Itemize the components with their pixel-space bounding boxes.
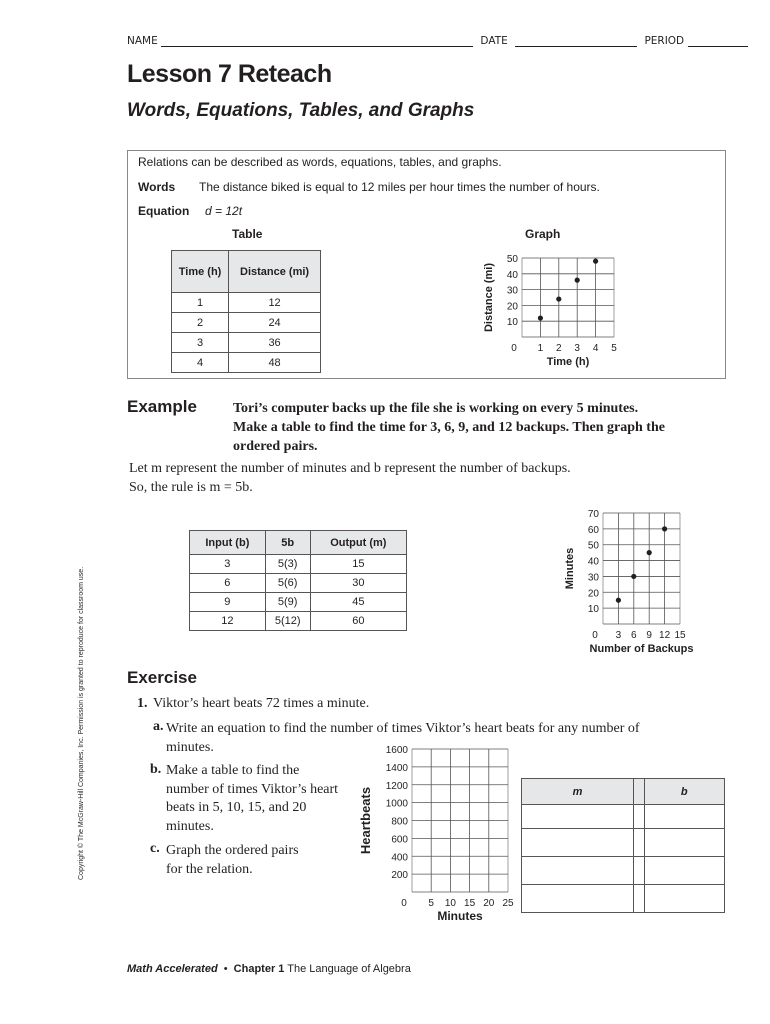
page-subtitle: Words, Equations, Tables, and Graphs — [127, 100, 475, 121]
cell: 5(12) — [265, 612, 310, 631]
x-tick-label: 15 — [464, 898, 476, 909]
y-tick-label: 50 — [506, 254, 518, 265]
answer-cell[interactable] — [634, 829, 644, 857]
x-tick-label: 3 — [615, 630, 622, 641]
y-tick-label: 30 — [587, 572, 599, 584]
data-point — [616, 598, 621, 603]
example-line1: Let m represent the number of minutes and b represent the number of backups. — [129, 461, 571, 476]
page-title: Lesson 7 Reteach — [127, 60, 332, 88]
x-tick-label: 0 — [592, 630, 598, 641]
intro-text: Relations can be described as words, equations, tables, and graphs. — [138, 155, 502, 169]
table-row — [190, 612, 407, 631]
header-blank — [634, 779, 644, 805]
example-label: Example — [127, 397, 197, 416]
y-tick-label: 50 — [587, 540, 599, 552]
cell: 48 — [229, 353, 321, 373]
x-tick-label: 3 — [574, 343, 580, 354]
y-tick-label: 600 — [391, 834, 408, 846]
cell: 2 — [172, 313, 229, 333]
cell: 15 — [310, 555, 406, 574]
x-tick-label: 20 — [483, 898, 495, 909]
answer-cell[interactable] — [522, 805, 634, 829]
x-axis-label: Minutes — [437, 909, 483, 923]
table-row — [190, 593, 407, 612]
backup-table — [189, 530, 407, 631]
y-tick-label: 10 — [587, 604, 599, 616]
header-m: m — [522, 779, 634, 805]
footer-book: Math Accelerated — [127, 963, 218, 975]
header-time: Time (h) — [172, 251, 229, 293]
qc-letter: c. — [150, 841, 160, 856]
cell: 36 — [229, 333, 321, 353]
y-tick-label: 800 — [391, 816, 408, 828]
cell: 6 — [190, 574, 266, 593]
answer-cell[interactable] — [522, 829, 634, 857]
y-tick-label: 10 — [506, 317, 518, 329]
table-title: Table — [232, 227, 263, 241]
table-row — [522, 805, 725, 829]
y-tick-label: 200 — [391, 870, 408, 882]
table-row — [522, 885, 725, 913]
cell: 4 — [172, 353, 229, 373]
y-tick-label: 400 — [391, 852, 408, 864]
graph-title: Graph — [525, 227, 561, 241]
answer-cell[interactable] — [644, 857, 724, 885]
words-label: Words — [138, 180, 176, 194]
x-tick-label: 4 — [592, 343, 599, 354]
answer-cell[interactable] — [634, 885, 644, 913]
table-row — [522, 857, 725, 885]
y-tick-label: 30 — [506, 285, 518, 297]
table-row — [190, 555, 407, 574]
cell: 3 — [190, 555, 266, 574]
x-axis-label: Number of Backups — [589, 643, 694, 655]
period-label: PERIOD — [644, 35, 685, 47]
words-text: The distance biked is equal to 12 miles per hour times the number of hours. — [199, 180, 600, 194]
cell: 9 — [190, 593, 266, 612]
answer-cell[interactable] — [634, 857, 644, 885]
qa-letter: a. — [153, 719, 164, 734]
cell: 3 — [172, 333, 229, 353]
exercise-label: Exercise — [127, 668, 197, 687]
y-tick-label: 40 — [506, 269, 518, 281]
y-tick-label: 20 — [587, 588, 599, 600]
data-point — [538, 315, 543, 320]
cell: 45 — [310, 593, 406, 612]
cell: 24 — [229, 313, 321, 333]
equation-text: d = 12t — [205, 204, 243, 218]
header-b: b — [644, 779, 724, 805]
header-distance: Distance (mi) — [229, 251, 321, 293]
cell: 12 — [190, 612, 266, 631]
q1-number: 1. — [137, 696, 148, 711]
table-row — [522, 829, 725, 857]
y-axis-label: Distance (mi) — [483, 262, 495, 333]
x-tick-label: 5 — [428, 898, 434, 909]
cell: 60 — [310, 612, 406, 631]
qb-letter: b. — [150, 762, 162, 777]
copyright-notice: Copyright © The McGraw-Hill Companies, Inc. Permission is granted to reproduce for classroom use. — [78, 566, 85, 880]
y-axis-label: Minutes — [564, 547, 576, 590]
y-tick-label: 1000 — [385, 798, 408, 810]
answer-cell[interactable] — [522, 857, 634, 885]
q1-text: Viktor’s heart beats 72 times a minute. — [153, 696, 370, 711]
data-point — [556, 296, 561, 301]
y-axis-label: Heartbeats — [358, 786, 373, 855]
x-tick-label: 9 — [646, 630, 652, 641]
answer-cell[interactable] — [634, 805, 644, 829]
x-tick-label: 15 — [674, 630, 686, 641]
table-row — [190, 574, 407, 593]
data-point — [593, 259, 598, 264]
answer-cell[interactable] — [644, 885, 724, 913]
y-tick-label: 1400 — [385, 762, 408, 774]
name-label: NAME — [127, 35, 158, 47]
answer-cell[interactable] — [522, 885, 634, 913]
y-tick-label: 1600 — [385, 745, 408, 756]
x-tick-label: 12 — [659, 630, 671, 641]
example-line2: So, the rule is m = 5b. — [129, 480, 253, 495]
x-tick-label: 0 — [401, 898, 407, 909]
y-tick-label: 60 — [587, 524, 599, 536]
cell: 12 — [229, 293, 321, 313]
cell: 1 — [172, 293, 229, 313]
x-tick-label: 2 — [556, 343, 562, 354]
answer-cell[interactable] — [644, 829, 724, 857]
footer-chapter-title: The Language of Algebra — [287, 963, 411, 975]
footer-chapter: Chapter 1 — [233, 963, 285, 975]
footer — [127, 963, 411, 975]
cell: 5(9) — [265, 593, 310, 612]
x-axis-label: Time (h) — [546, 356, 590, 368]
footer-bullet: • — [223, 963, 228, 975]
x-tick-label: 5 — [611, 343, 617, 354]
equation-label: Equation — [138, 204, 190, 218]
qa-text: Write an equation to find the number of times Viktor’s heart beats for any number of minutes. — [166, 721, 640, 755]
answer-cell[interactable] — [644, 805, 724, 829]
date-label: DATE — [480, 35, 508, 47]
data-point — [631, 574, 636, 579]
x-tick-label: 1 — [537, 343, 544, 354]
data-point — [662, 526, 667, 531]
example-problem: Tori’s computer backs up the file she is working on every 5 minutes. Make a table to find the time for 3, 6, 9, and 12 backups. Then graph the ordered pairs. — [233, 401, 665, 454]
cell: 30 — [310, 574, 406, 593]
header-5b: 5b — [265, 531, 310, 555]
data-point — [575, 278, 580, 283]
x-tick-label: 10 — [444, 898, 456, 909]
header-output: Output (m) — [310, 531, 406, 555]
data-point — [647, 550, 652, 555]
header-input: Input (b) — [190, 531, 266, 555]
cell: 5(6) — [265, 574, 310, 593]
y-tick-label: 70 — [587, 509, 599, 520]
cell: 5(3) — [265, 555, 310, 574]
x-tick-label: 0 — [511, 343, 517, 354]
qb-text: Make a table to find the number of times Viktor’s heart beats in 5, 10, 15, and 20 minutes. — [166, 763, 339, 834]
heartbeat-table — [521, 778, 725, 913]
x-tick-label: 25 — [502, 898, 514, 909]
qc-text: Graph the ordered pairs for the relation. — [166, 843, 299, 877]
y-tick-label: 40 — [587, 556, 599, 568]
y-tick-label: 1200 — [385, 780, 408, 792]
x-tick-label: 6 — [631, 630, 637, 641]
y-tick-label: 20 — [506, 301, 518, 313]
